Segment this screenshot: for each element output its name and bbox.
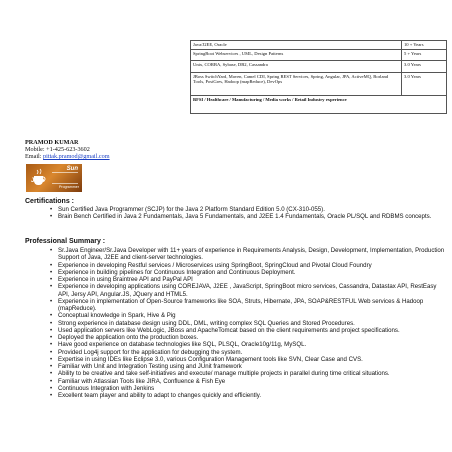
list-item-text: Used application servers like WebLogic, JBoss and ApacheTomcat based on the client requirements and project specifications. [58,326,400,334]
mobile-number: Mobile: +1-425-623-3602 [25,146,90,154]
list-item-text: Experience in using Braintree API and PayPal API [58,276,193,283]
list-item [50,349,445,356]
bullet-icon: • [50,392,53,399]
contact-block [25,139,110,161]
summary-heading: Professional Summary : [25,238,106,245]
list-item-text: Conceptual knowledge in Spark, Hive & Pig [58,312,176,320]
list-item [50,392,445,399]
list-item [50,262,445,269]
bullet-icon: • [50,268,53,276]
list-item-text: Sr.Java Engineer/Sr.Java Developer with 11+ years of experience in Requirements Analysis, Design, Development, Implementation, Production Support of Java, J2EE and client-server technologies. [58,247,445,262]
list-item-text: Sun Certified Java Programmer (SCJP) for the Java 2 Platform Standard Edition 5.0 (CX-310-055). [58,206,325,213]
list-item [50,206,445,213]
list-item [50,378,445,385]
bullet-icon: • [50,363,53,370]
list-item-text: Continuous Integration with Jenkins [58,384,155,392]
list-item [50,312,445,319]
skill-cell: SpringBoot Webservices , UML, Design Patterns [191,50,402,61]
list-item-text: Familiar with Atlassian Tools like JIRA, Confluence & Fish Eye [58,377,226,385]
bullet-icon: • [50,276,53,283]
list-item [50,356,445,363]
email-link[interactable]: pittak.pramod@gmail.com [43,153,110,161]
bullet-icon: • [50,213,53,221]
bullet-icon: • [50,348,53,356]
java-certification-badge [26,164,82,192]
bullet-icon: • [50,283,53,291]
certifications-heading: Certifications : [25,198,75,205]
candidate-name: PRAMOD KUMAR [25,139,79,146]
list-item [50,247,445,262]
list-item-text: Brain Bench Certified in Java 2 Fundamentals, Java 5 Fundamentals, and J2EE 1.4 Fundamentals, Oracle PL/SQL and RDBMS concepts. [58,213,432,221]
list-item-text: Have good experience on database technologies like SQL, PLSQL, Oracle10g/11g, MySQL. [58,341,307,349]
sun-logo: Sun [66,166,78,172]
skill-cell: Java/J2EE, Oracle [191,41,402,50]
bullet-icon: • [50,377,53,385]
list-item-text: Excellent team player and ability to adapt to changes quickly and efficiently. [58,392,262,399]
years-cell: 5 + Years [402,50,447,61]
list-item-text: Experience in developing applications using COREJAVA, J2EE , JavaScript, SpringBoot micro services, Cassandra, Datastax API, RestEasy API, Jersy API, Angular.JS, JQuery and HTML5. [58,283,437,298]
list-item-text: Experience in building pipelines for Continuous Integration and Continuous Deployment. [58,268,296,276]
years-cell: 3.0 Years [402,61,447,73]
bullet-icon: • [50,370,53,378]
bullet-icon: • [50,312,53,320]
bullet-icon: • [50,341,53,349]
list-item-text: Deployed the application onto the production boxes. [58,334,199,341]
list-item-text: Expertise in using IDEs like Eclipse 3.0, various Configuration Management tools like SVN, Clear Case and CVS. [58,355,363,363]
skills-row [191,73,447,96]
years-cell: 3.0 Years [402,73,447,96]
list-item [50,269,445,276]
domain-cell: BFSI / Healthcare / Manufacturing / Media works / Retail Industry experience [191,96,447,114]
list-item [50,283,445,298]
skill-cell: JBoss SwitchYard, Maven, Camel CDI, Spring REST Services, Spring, Angular, JPA, ActiveMQ, Borland Tools, PostGres, Hadoop (mapReduce), DevOps [191,73,402,96]
bullet-icon: • [50,384,53,392]
list-item [50,370,445,377]
list-item-text: Provided Log4j support for the application for debugging the system. [58,348,243,356]
skills-table [190,40,447,114]
badge-java-text: Java [31,178,45,184]
bullet-icon: • [50,206,53,213]
certifications-list [50,206,445,221]
badge-programmer-text: Programmer [59,185,79,189]
list-item [50,276,445,283]
bullet-icon: • [50,355,53,363]
skills-row [191,50,447,61]
list-item [50,320,445,327]
list-item-text: Experience in implementation of Open-Source frameworks like SOA, Struts, Hibernate, JPA, SOAP&RESTFUL Web services & Hadoop (mapReduce). [58,297,424,312]
badge-stripe [52,172,78,184]
list-item-text: Strong experience in database design using DDL, DML, writing complex SQL Queries and Stored Procedures. [58,319,355,327]
list-item [50,334,445,341]
bullet-icon: • [50,297,53,305]
list-item-text: Familiar with Unit and Integration Testing using and JUnit framework [58,363,242,370]
list-item [50,363,445,370]
email-label: Email: [25,153,44,161]
skill-cell: Unix, CORBA, Sybase, DB2, Cassandra [191,61,402,73]
list-item [50,213,445,220]
email-line [25,153,110,160]
skills-row [191,41,447,50]
skills-row [191,61,447,73]
list-item [50,327,445,334]
bullet-icon: • [50,319,53,327]
bullet-icon: • [50,334,53,341]
list-item [50,298,445,313]
bullet-icon: • [50,247,53,254]
years-cell: 10 + Years [402,41,447,50]
list-item [50,385,445,392]
list-item-text: Experience in developing Restful services / Microservices using SpringBoot, SpringCloud and Pivotal Cloud Foundry [58,261,372,269]
bullet-icon: • [50,261,53,269]
domain-row [191,96,447,114]
list-item [50,341,445,348]
list-item-text: Ability to be creative and take self-initiatives and execute/ manage multiple projects in parallel during time critical situations. [58,370,390,378]
summary-list [50,247,445,399]
bullet-icon: • [50,326,53,334]
